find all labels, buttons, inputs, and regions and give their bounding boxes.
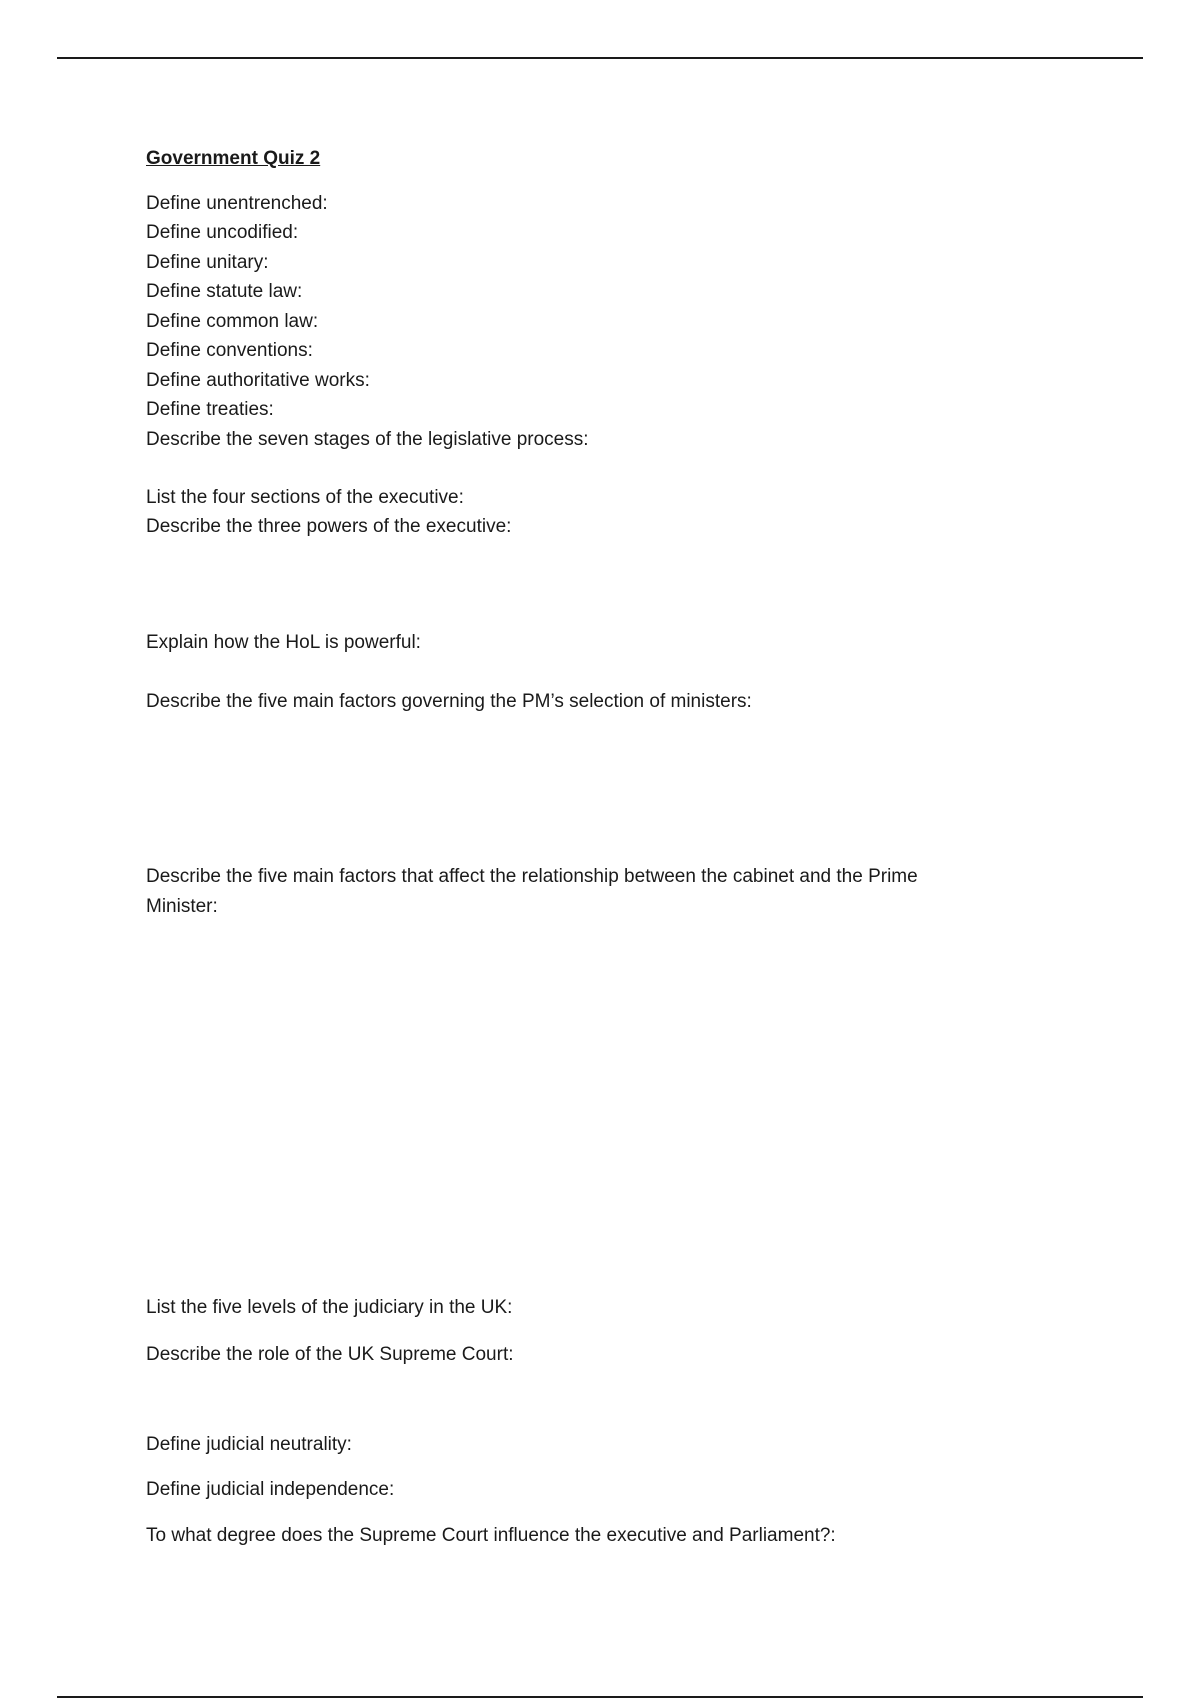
question-judicial-neutrality: Define judicial neutrality: [146,1434,352,1455]
question-judicial-independence: Define judicial independence: [146,1479,395,1500]
question-authoritative-works: Define authoritative works: [146,370,370,391]
question-executive-sections: List the four sections of the executive: [146,487,464,508]
question-executive-powers: Describe the three powers of the executive: [146,516,512,537]
question-pm-selection: Describe the five main factors governing the PM’s selection of ministers: [146,691,752,712]
question-treaties: Define treaties: [146,399,274,420]
question-cabinet-pm-relationship-cont: Minister: [146,896,218,917]
question-supreme-court-role: Describe the role of the UK Supreme Court: [146,1344,514,1365]
question-statute-law: Define statute law: [146,281,303,302]
footer-rule [57,1696,1143,1698]
question-supreme-court-influence: To what degree does the Supreme Court influence the executive and Parliament?: [146,1525,836,1546]
question-unitary: Define unitary: [146,252,269,273]
question-hol-powerful: Explain how the HoL is powerful: [146,632,421,653]
question-conventions: Define conventions: [146,340,313,361]
question-common-law: Define common law: [146,311,319,332]
question-judiciary-levels: List the five levels of the judiciary in the UK: [146,1297,513,1318]
quiz-title: Government Quiz 2 [146,148,321,169]
question-cabinet-pm-relationship: Describe the five main factors that affect the relationship between the cabinet and the Prime [146,866,918,887]
header-rule [57,57,1143,59]
question-legislative-process: Describe the seven stages of the legislative process: [146,429,589,450]
question-uncodified: Define uncodified: [146,222,299,243]
question-unentrenched: Define unentrenched: [146,193,328,214]
